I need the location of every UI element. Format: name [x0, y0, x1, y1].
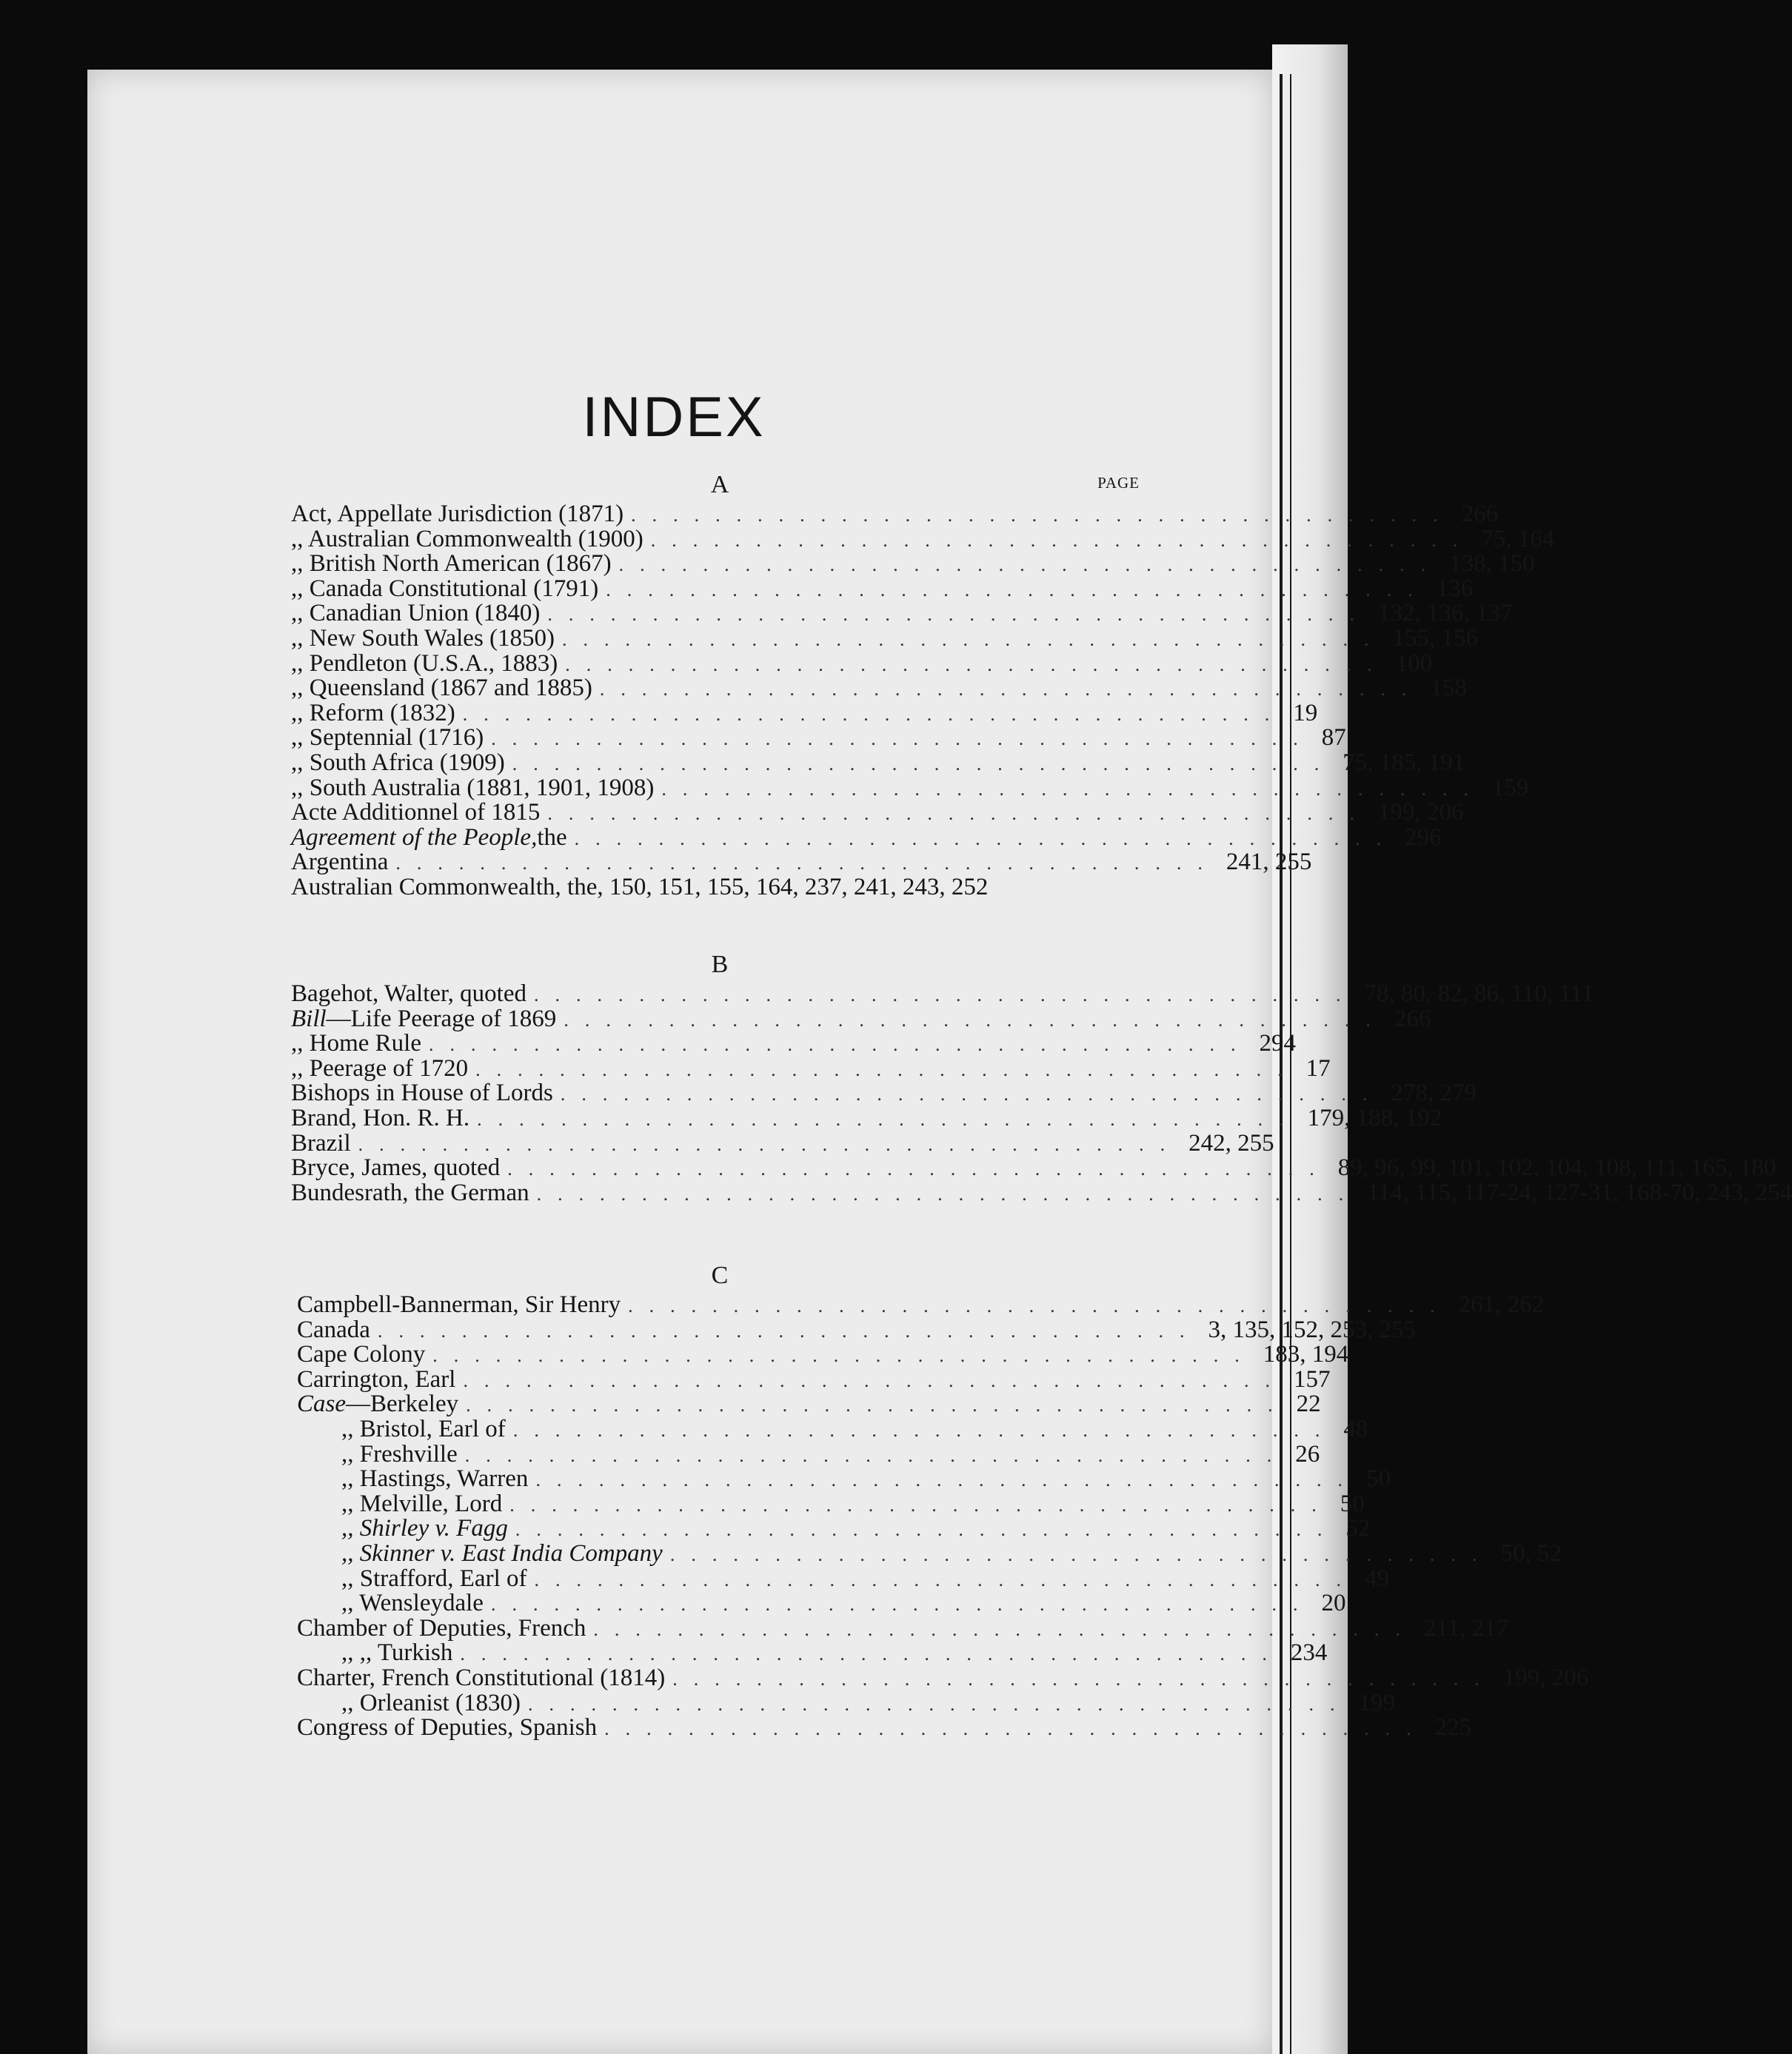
entry-text: ,, Wensleydale — [341, 1590, 484, 1617]
entry-pages: 136 — [1436, 575, 1474, 602]
page-column-header: PAGE — [1097, 474, 1140, 492]
entry-pages: 225 — [1434, 1714, 1472, 1742]
entry-text: ,, South Africa (1909) — [291, 749, 505, 776]
entry-pages: 17 — [1305, 1054, 1331, 1082]
entry-text: ,, Peerage of 1720 — [291, 1054, 469, 1082]
entry-pages: 294 — [1259, 1030, 1296, 1057]
entry-text: ,, Melville, Lord — [341, 1490, 503, 1517]
index-entry: Bishops in House of Lords ....................................... 278, 279 — [291, 1080, 1477, 1107]
index-entry: Bryce, James, quoted ....................................... 89, 96, 99, 101, 102, 104, 108, 111, 165, 180 — [291, 1154, 1776, 1182]
entry-text: ,, South Australia (1881, 1901, 1908) — [291, 774, 655, 801]
entry-pages: 48 — [1343, 1415, 1368, 1442]
index-entry: ,, Freshville ....................................... 26 — [297, 1442, 1149, 1468]
entry-pages: 242, 255 — [1188, 1129, 1274, 1157]
index-entry: Canada ....................................... 3, 135, 152, 253, 255 — [297, 1316, 1416, 1343]
entry-pages: 159 — [1491, 774, 1529, 801]
index-entry: Congress of Deputies, Spanish ....................................... 225 — [297, 1714, 1472, 1742]
entry-pages: 266 — [1394, 1005, 1431, 1032]
entry-text: ,, Bristol, Earl of — [341, 1415, 506, 1442]
entry-pages: 261, 262 — [1458, 1291, 1545, 1318]
index-entry: ,, Canadian Union (1840) ....................................... 132, 136, 137 — [291, 600, 1513, 627]
section-c — [291, 1259, 1589, 1742]
entry-text: Bundesrath, the German — [291, 1179, 529, 1206]
index-entry: ,, ,, Turkish ....................................... 234 — [297, 1641, 1149, 1666]
index-entry — [291, 875, 1149, 900]
entry-pages: 241, 255 — [1226, 849, 1312, 876]
entry-text-suffix: —Berkeley — [346, 1391, 459, 1418]
index-entry: ,, Strafford, Earl of ....................................... 49 — [297, 1567, 1149, 1592]
entry-pages: 183, 194 — [1263, 1341, 1349, 1368]
index-entry: Act, Appellate Jurisdiction (1871) ....................................... 266 — [291, 501, 1499, 527]
entry-list — [291, 501, 1555, 900]
entry-pages: 296 — [1405, 823, 1442, 851]
index-entry: ,, Queensland (1867 and 1885) ....................................... 158 — [291, 675, 1467, 702]
entry-text: Cape Colony — [297, 1341, 426, 1368]
entry-pages: 234 — [1290, 1639, 1328, 1667]
entry-text: ,, Home Rule — [291, 1030, 421, 1057]
entry-text: ,, Reform (1832) — [291, 699, 455, 726]
entry-text: ,, British North American (1867) — [291, 550, 612, 578]
entry-pages: 138, 150 — [1449, 550, 1535, 578]
entry-pages: 3, 135, 152, 253, 255 — [1208, 1316, 1416, 1343]
entry-pages: 89, 96, 99, 101, 102, 104, 108, 111, 165, 180 — [1337, 1154, 1776, 1182]
section-letter: A — [710, 471, 729, 498]
page-title: INDEX — [582, 386, 766, 449]
index-entry: Bagehot, Walter, quoted ....................................... 78, 80, 82, 86, 110, 111 — [291, 980, 1594, 1007]
entry-pages: 211, 217 — [1423, 1614, 1509, 1642]
index-entry: Carrington, Earl ....................................... 157 — [297, 1365, 1331, 1393]
entry-text-suffix: —Life Peerage of 1869 — [326, 1005, 557, 1032]
entry-text: ,, Septennial (1716) — [291, 724, 484, 752]
index-entry: ,, Canada Constitutional (1791) ....................................... 136 — [291, 575, 1474, 602]
entry-pages: 78, 80, 82, 86, 110, 111 — [1364, 980, 1594, 1007]
entry-text: Canada — [297, 1316, 370, 1343]
index-entry: Argentina ....................................... 241, 255 — [291, 849, 1312, 876]
entry-text: Campbell-Bannerman, Sir Henry — [297, 1291, 621, 1318]
entry-text: Agreement of the People, — [291, 823, 538, 851]
index-entry: ,, Hastings, Warren ....................................... 50 — [297, 1467, 1149, 1492]
entry-text: ,, Canada Constitutional (1791) — [291, 575, 599, 602]
entry-pages: 22 — [1296, 1391, 1321, 1418]
entry-pages: 199 — [1358, 1689, 1395, 1716]
index-entry: Acte Additionnel of 1815 ....................................... 199, 206 — [291, 799, 1464, 826]
entry-text: Act, Appellate Jurisdiction (1871) — [291, 501, 624, 527]
entry-list — [291, 980, 1792, 1206]
entry-text: Chamber of Deputies, French — [297, 1614, 586, 1642]
entry-text: ,, Queensland (1867 and 1885) — [291, 675, 592, 702]
entry-pages: 266 — [1461, 501, 1499, 527]
entry-pages: 75, 164 — [1481, 525, 1555, 552]
entry-pages: 52 — [1345, 1515, 1371, 1542]
entry-pages: 20 — [1321, 1590, 1346, 1617]
section-letter: B — [711, 951, 729, 978]
entry-text: ,, Hastings, Warren — [341, 1465, 529, 1493]
index-entry: Bill —Life Peerage of 1869 ....................................... 266 — [291, 1005, 1431, 1032]
entry-pages: 50, 52 — [1500, 1539, 1562, 1567]
entry-text: ,, Freshville — [341, 1440, 458, 1468]
entry-text: ,, Australian Commonwealth (1900) — [291, 525, 643, 552]
entry-pages: 199, 206 — [1502, 1664, 1589, 1691]
entry-text: Argentina — [291, 849, 389, 876]
index-entry: Campbell-Bannerman, Sir Henry ....................................... 261, 262 — [297, 1291, 1545, 1318]
entry-text: Bryce, James, quoted — [291, 1154, 501, 1182]
entry-text-suffix: the — [537, 823, 567, 851]
index-entry: Case —Berkeley ....................................... 22 — [297, 1391, 1321, 1418]
index-entry: ,, Home Rule ....................................... 294 — [291, 1030, 1296, 1057]
index-entry: ,, Reform (1832) ....................................... 19 — [291, 699, 1318, 726]
index-entry: ,, South Australia (1881, 1901, 1908) ....................................... 159 — [291, 774, 1529, 801]
index-entry: ,, Orleanist (1830) ....................................... 199 — [297, 1691, 1149, 1716]
index-entry: Bundesrath, the German ....................................... 114, 115, 117-24, 127-31, 168-70, 243, 254 — [291, 1179, 1792, 1206]
index-entry: ,, Peerage of 1720 ....................................... 17 — [291, 1054, 1331, 1082]
entry-list — [291, 1291, 1589, 1742]
entry-text: ,, Skinner v. East India Company — [341, 1539, 663, 1567]
entry-pages: 179, 188, 192 — [1307, 1104, 1442, 1131]
index-entry: Brand, Hon. R. H. ....................................... 179, 188, 192 — [291, 1104, 1442, 1131]
entry-text: ,, Orleanist (1830) — [341, 1689, 521, 1716]
entry-pages: 50 — [1365, 1465, 1391, 1493]
entry-text: Congress of Deputies, Spanish — [297, 1714, 598, 1742]
index-entry: ,, Pendleton (U.S.A., 1883) ....................................... 100 — [291, 649, 1433, 677]
entry-pages: 75, 185, 191 — [1343, 749, 1465, 776]
entry-text: Acte Additionnel of 1815 — [291, 799, 541, 826]
entry-text: Bill — [291, 1005, 327, 1032]
index-entry: Charter, French Constitutional (1814) ....................................... 199, 206 — [297, 1664, 1589, 1691]
index-entry: ,, British North American (1867) ....................................... 138, 150 — [291, 550, 1535, 578]
index-entry: ,, Bristol, Earl of ....................................... 48 — [297, 1417, 1149, 1442]
index-entry: Cape Colony ....................................... 183, 194 — [297, 1341, 1349, 1368]
entry-pages: 49 — [1364, 1565, 1389, 1592]
entry-text: Charter, French Constitutional (1814) — [297, 1664, 666, 1691]
entry-text: Brazil — [291, 1129, 351, 1157]
index-entry: ,, Skinner v. East India Company ....................................... 50, 52 — [297, 1542, 1149, 1567]
index-entry: ,, South Africa (1909) ....................................... 75, 185, 191 — [291, 749, 1465, 776]
entry-pages: 114, 115, 117-24, 127-31, 168-70, 243, 254 — [1367, 1179, 1792, 1206]
entry-text: ,, Pendleton (U.S.A., 1883) — [291, 649, 558, 677]
entry-pages: 132, 136, 137 — [1377, 600, 1513, 627]
entry-pages: 278, 279 — [1391, 1080, 1477, 1107]
entry-pages: 100 — [1395, 649, 1433, 677]
entry-pages: 26 — [1295, 1440, 1320, 1468]
index-entry: ,, Shirley v. Fagg ....................................... 52 — [297, 1516, 1149, 1542]
index-entry: ,, Wensleydale ....................................... 20 — [297, 1591, 1149, 1616]
section-b — [291, 948, 1792, 1206]
section-a — [291, 468, 1555, 900]
section-letter: C — [711, 1262, 729, 1289]
index-entry: Brazil ....................................... 242, 255 — [291, 1129, 1274, 1157]
entry-pages: 157 — [1293, 1365, 1331, 1393]
entry-pages: 19 — [1293, 699, 1318, 726]
entry-text: Case — [297, 1391, 346, 1418]
entry-pages: 50 — [1340, 1490, 1365, 1517]
entry-text: Bagehot, Walter, quoted — [291, 980, 526, 1007]
entry-text: Australian Commonwealth, the, 150, 151, 155, 164, 237, 241, 243, 252 — [291, 873, 989, 900]
index-entry: Agreement of the People, the ....................................... 296 — [291, 823, 1442, 851]
index-entry: ,, New South Wales (1850) ....................................... 155, 156 — [291, 624, 1479, 652]
entry-pages: 87 — [1321, 724, 1346, 752]
index-entry: ,, Melville, Lord ....................................... 50 — [297, 1492, 1149, 1517]
index-entry: ,, Septennial (1716) ....................................... 87 — [291, 724, 1346, 752]
entry-pages: 199, 206 — [1377, 799, 1464, 826]
entry-text: Brand, Hon. R. H. — [291, 1104, 470, 1131]
index-entry: ,, Australian Commonwealth (1900) ....................................... 75, 164 — [291, 525, 1555, 552]
entry-text: Bishops in House of Lords — [291, 1080, 553, 1107]
entry-text: ,, ,, Turkish — [341, 1639, 453, 1667]
entry-pages: 158 — [1430, 675, 1467, 702]
entry-text: ,, New South Wales (1850) — [291, 624, 555, 652]
entry-text: ,, Shirley v. Fagg — [341, 1515, 508, 1542]
entry-text: ,, Strafford, Earl of — [341, 1565, 527, 1592]
index-entry: Chamber of Deputies, French ....................................... 211, 217 — [297, 1614, 1509, 1642]
entry-text: Carrington, Earl — [297, 1365, 456, 1393]
entry-pages: 155, 156 — [1392, 624, 1479, 652]
entry-text: ,, Canadian Union (1840) — [291, 600, 541, 627]
